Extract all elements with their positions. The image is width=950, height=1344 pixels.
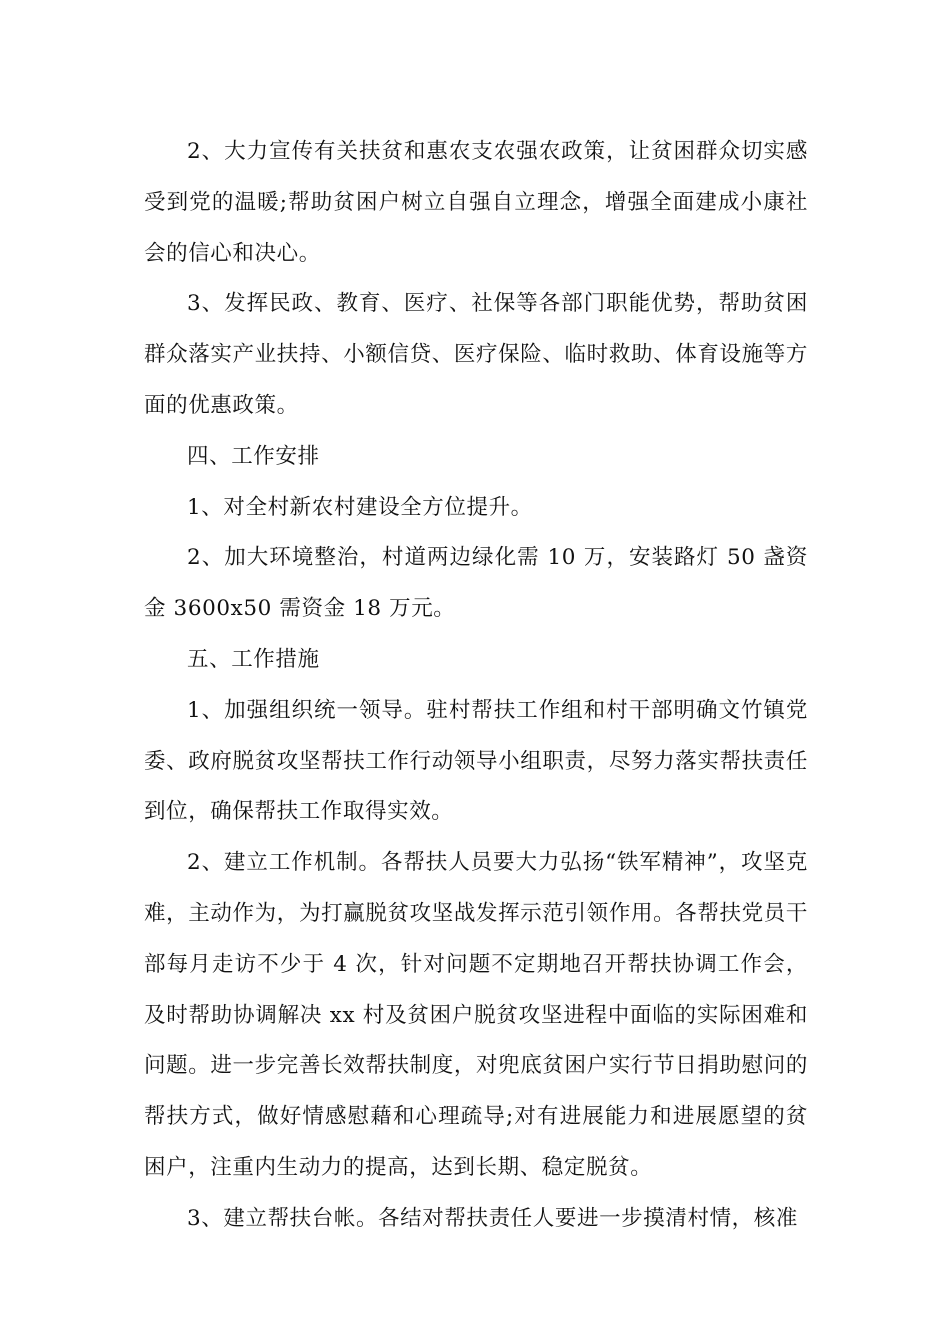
section-heading-work-arrangement: 四、工作安排 xyxy=(187,443,320,469)
paragraph-department-advantages: 3、发挥民政、教育、医疗、社保等各部门职能优势，帮助贫困群众落实产业扶持、小额信贷、医疗保险、临时救助、体育设施等方面的优惠政策。 xyxy=(144,291,808,418)
paragraph-environment-improvement: 2、加大环境整治，村道两边绿化需 10 万，安装路灯 50 盏资金 3600x50 需资金 18 万元。 xyxy=(144,545,808,622)
paragraph-organization-leadership: 1、加强组织统一领导。驻村帮扶工作组和村干部明确文竹镇党委、政府脱贫攻坚帮扶工作行动领导小组职责，尽努力落实帮扶责任到位，确保帮扶工作取得实效。 xyxy=(144,697,808,825)
paragraph-work-mechanism: 2、建立工作机制。各帮扶人员要大力弘扬“铁军精神”，攻坚克难，主动作为，为打赢脱贫攻坚战发挥示范引领作用。各帮扶党员干部每月走访不少于 4 次，针对问题不定期地召开帮扶协调工作会，及时帮助协调解决 xx 村及贫困户脱贫攻坚进程中面临的实际困难和问题。进一步完善长效帮扶制度，对兜底贫困户实行节日捐助慰问的帮扶方式，做好情感慰藉和心理疏导;对有进展能力和进展愿望的贫困户，注重内生动力的提高，达到长期、稳定脱贫。 xyxy=(144,850,808,1180)
paragraph-policy-publicity: 2、大力宣传有关扶贫和惠农支农强农政策，让贫困群众切实感受到党的温暖;帮助贫困户树立自强自立理念，增强全面建成小康社会的信心和决心。 xyxy=(144,139,808,266)
section-heading-work-measures: 五、工作措施 xyxy=(187,646,320,672)
paragraph-assistance-ledger: 3、建立帮扶台帐。各结对帮扶责任人要进一步摸清村情，核准 xyxy=(187,1205,798,1231)
document-body xyxy=(144,127,808,1245)
paragraph-village-upgrade: 1、对全村新农村建设全方位提升。 xyxy=(187,494,533,520)
